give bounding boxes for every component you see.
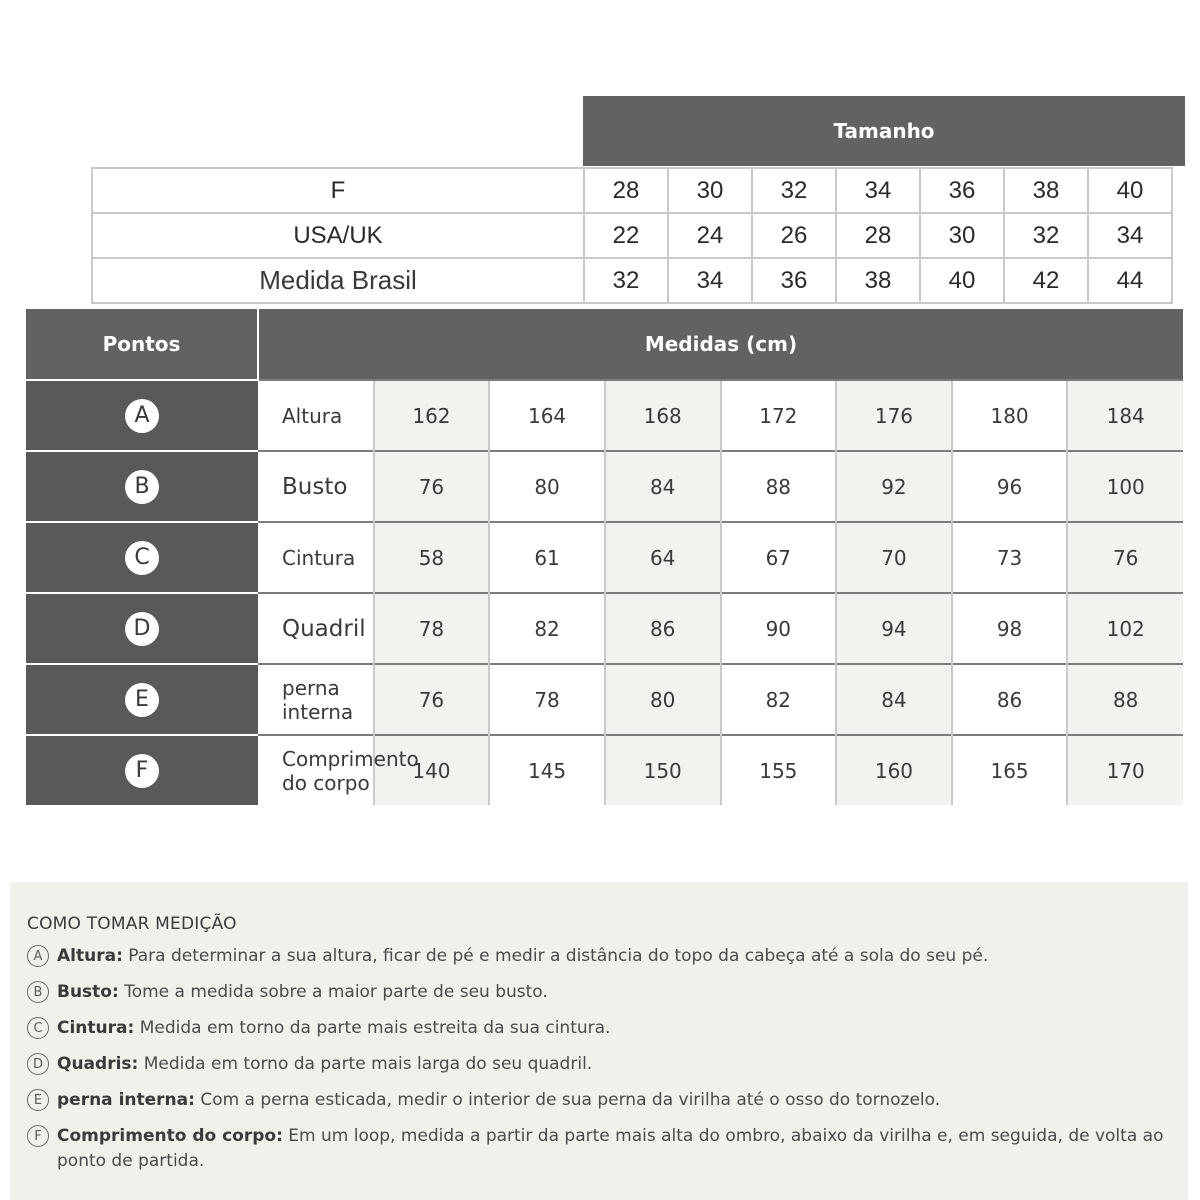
table-row bbox=[26, 664, 1183, 735]
howto-desc: Com a perna esticada, medir o interior de sua perna da virilha até o osso do tornozelo. bbox=[194, 1090, 941, 1110]
how-to-measure-box bbox=[10, 882, 1188, 1200]
size-cell: 22 bbox=[584, 213, 668, 258]
measure-cell: 180 bbox=[952, 380, 1068, 451]
table-row bbox=[92, 213, 1172, 258]
list-item bbox=[27, 1052, 1170, 1077]
measure-cell: 78 bbox=[489, 664, 605, 735]
measure-name: perna interna bbox=[258, 664, 374, 735]
howto-text bbox=[57, 980, 548, 1005]
size-cell: 36 bbox=[752, 258, 836, 303]
table-row bbox=[26, 593, 1183, 664]
howto-desc: Tome a medida sobre a maior parte de seu busto. bbox=[118, 982, 548, 1002]
table-row bbox=[26, 522, 1183, 593]
measure-name: Quadril bbox=[258, 593, 374, 664]
size-cell: 38 bbox=[1004, 168, 1088, 213]
point-badge: D bbox=[125, 612, 159, 646]
size-cell: 32 bbox=[752, 168, 836, 213]
point-cell bbox=[26, 522, 258, 593]
howto-text bbox=[57, 1016, 610, 1041]
column-header-medidas: Medidas (cm) bbox=[258, 309, 1183, 380]
list-item bbox=[27, 1088, 1170, 1113]
size-cell: 34 bbox=[668, 258, 752, 303]
howto-desc: Medida em torno da parte mais estreita da sua cintura. bbox=[134, 1018, 611, 1038]
point-badge: C bbox=[27, 1017, 49, 1039]
size-header: Tamanho bbox=[583, 96, 1185, 166]
size-cell: 30 bbox=[920, 213, 1004, 258]
size-cell: 26 bbox=[752, 213, 836, 258]
table-row bbox=[92, 168, 1172, 213]
measure-cell: 170 bbox=[1067, 735, 1183, 805]
measure-cell: 160 bbox=[836, 735, 952, 805]
howto-text bbox=[57, 944, 988, 969]
point-cell bbox=[26, 664, 258, 735]
measure-name: Busto bbox=[258, 451, 374, 522]
point-badge: E bbox=[125, 683, 159, 717]
size-cell: 38 bbox=[836, 258, 920, 303]
measure-cell: 76 bbox=[374, 664, 490, 735]
size-cell: 42 bbox=[1004, 258, 1088, 303]
point-badge: D bbox=[27, 1053, 49, 1075]
measure-cell: 94 bbox=[836, 593, 952, 664]
measure-name: Comprimento do corpo bbox=[258, 735, 374, 805]
howto-term: perna interna: bbox=[57, 1090, 195, 1110]
measure-cell: 98 bbox=[952, 593, 1068, 664]
measure-cell: 184 bbox=[1067, 380, 1183, 451]
measure-cell: 164 bbox=[489, 380, 605, 451]
howto-text bbox=[57, 1088, 940, 1113]
measure-cell: 172 bbox=[721, 380, 837, 451]
point-badge: F bbox=[125, 754, 159, 788]
size-cell: 36 bbox=[920, 168, 1004, 213]
point-badge: C bbox=[125, 541, 159, 575]
measure-cell: 82 bbox=[721, 664, 837, 735]
howto-term: Comprimento do corpo: bbox=[57, 1126, 283, 1146]
measure-cell: 88 bbox=[1067, 664, 1183, 735]
row-label: Medida Brasil bbox=[92, 258, 584, 303]
size-cell: 32 bbox=[584, 258, 668, 303]
howto-text bbox=[57, 1052, 592, 1077]
list-item bbox=[27, 1016, 1170, 1041]
size-cell: 34 bbox=[836, 168, 920, 213]
row-label: USA/UK bbox=[92, 213, 584, 258]
measure-cell: 82 bbox=[489, 593, 605, 664]
measure-cell: 76 bbox=[374, 451, 490, 522]
measure-cell: 150 bbox=[605, 735, 721, 805]
table-row bbox=[26, 380, 1183, 451]
howto-desc: Em um loop, medida a partir da parte mais alta do ombro, abaixo da virilha e, em seguida, de volta ao ponto de partida. bbox=[57, 1126, 1164, 1171]
measure-cell: 70 bbox=[836, 522, 952, 593]
measure-cell: 176 bbox=[836, 380, 952, 451]
point-cell bbox=[26, 380, 258, 451]
measure-cell: 61 bbox=[489, 522, 605, 593]
measure-cell: 88 bbox=[721, 451, 837, 522]
list-item bbox=[27, 944, 1170, 969]
measure-cell: 78 bbox=[374, 593, 490, 664]
measure-cell: 92 bbox=[836, 451, 952, 522]
point-badge: A bbox=[27, 945, 49, 967]
measure-cell: 165 bbox=[952, 735, 1068, 805]
point-cell bbox=[26, 735, 258, 805]
measure-cell: 155 bbox=[721, 735, 837, 805]
measure-cell: 67 bbox=[721, 522, 837, 593]
size-cell: 32 bbox=[1004, 213, 1088, 258]
size-cell: 44 bbox=[1088, 258, 1172, 303]
measure-cell: 90 bbox=[721, 593, 837, 664]
measurements-table bbox=[26, 309, 1183, 805]
howto-desc: Para determinar a sua altura, ficar de pé e medir a distância do topo da cabeça até a sola do seu pé. bbox=[122, 946, 989, 966]
size-conversion-table bbox=[91, 167, 1173, 304]
measure-cell: 80 bbox=[605, 664, 721, 735]
column-header-pontos: Pontos bbox=[26, 309, 258, 380]
size-cell: 40 bbox=[920, 258, 1004, 303]
size-cell: 34 bbox=[1088, 213, 1172, 258]
row-label: F bbox=[92, 168, 584, 213]
howto-text bbox=[57, 1124, 1170, 1174]
measure-cell: 168 bbox=[605, 380, 721, 451]
measure-cell: 162 bbox=[374, 380, 490, 451]
measure-cell: 140 bbox=[374, 735, 490, 805]
measure-cell: 145 bbox=[489, 735, 605, 805]
howto-term: Altura: bbox=[57, 946, 123, 966]
howto-title: COMO TOMAR MEDIÇÃO bbox=[27, 914, 237, 934]
list-item bbox=[27, 1124, 1170, 1174]
measure-cell: 73 bbox=[952, 522, 1068, 593]
measure-cell: 64 bbox=[605, 522, 721, 593]
list-item bbox=[27, 980, 1170, 1005]
table-row bbox=[26, 451, 1183, 522]
size-cell: 40 bbox=[1088, 168, 1172, 213]
measure-cell: 76 bbox=[1067, 522, 1183, 593]
howto-term: Cintura: bbox=[57, 1018, 135, 1038]
measure-cell: 84 bbox=[605, 451, 721, 522]
size-cell: 24 bbox=[668, 213, 752, 258]
point-cell bbox=[26, 451, 258, 522]
point-badge: B bbox=[125, 470, 159, 504]
measure-cell: 86 bbox=[605, 593, 721, 664]
size-cell: 28 bbox=[584, 168, 668, 213]
measure-cell: 102 bbox=[1067, 593, 1183, 664]
point-cell bbox=[26, 593, 258, 664]
measure-cell: 80 bbox=[489, 451, 605, 522]
measure-cell: 86 bbox=[952, 664, 1068, 735]
howto-term: Busto: bbox=[57, 982, 119, 1002]
howto-desc: Medida em torno da parte mais larga do seu quadril. bbox=[138, 1054, 593, 1074]
size-cell: 28 bbox=[836, 213, 920, 258]
howto-term: Quadris: bbox=[57, 1054, 139, 1074]
table-row bbox=[92, 258, 1172, 303]
table-header-row bbox=[26, 309, 1183, 380]
measure-cell: 96 bbox=[952, 451, 1068, 522]
measure-cell: 58 bbox=[374, 522, 490, 593]
size-cell: 30 bbox=[668, 168, 752, 213]
measure-name: Altura bbox=[258, 380, 374, 451]
measure-cell: 100 bbox=[1067, 451, 1183, 522]
point-badge: E bbox=[27, 1089, 49, 1111]
point-badge: B bbox=[27, 981, 49, 1003]
point-badge: A bbox=[125, 399, 159, 433]
point-badge: F bbox=[27, 1125, 49, 1147]
measure-cell: 84 bbox=[836, 664, 952, 735]
table-row bbox=[26, 735, 1183, 805]
measure-name: Cintura bbox=[258, 522, 374, 593]
